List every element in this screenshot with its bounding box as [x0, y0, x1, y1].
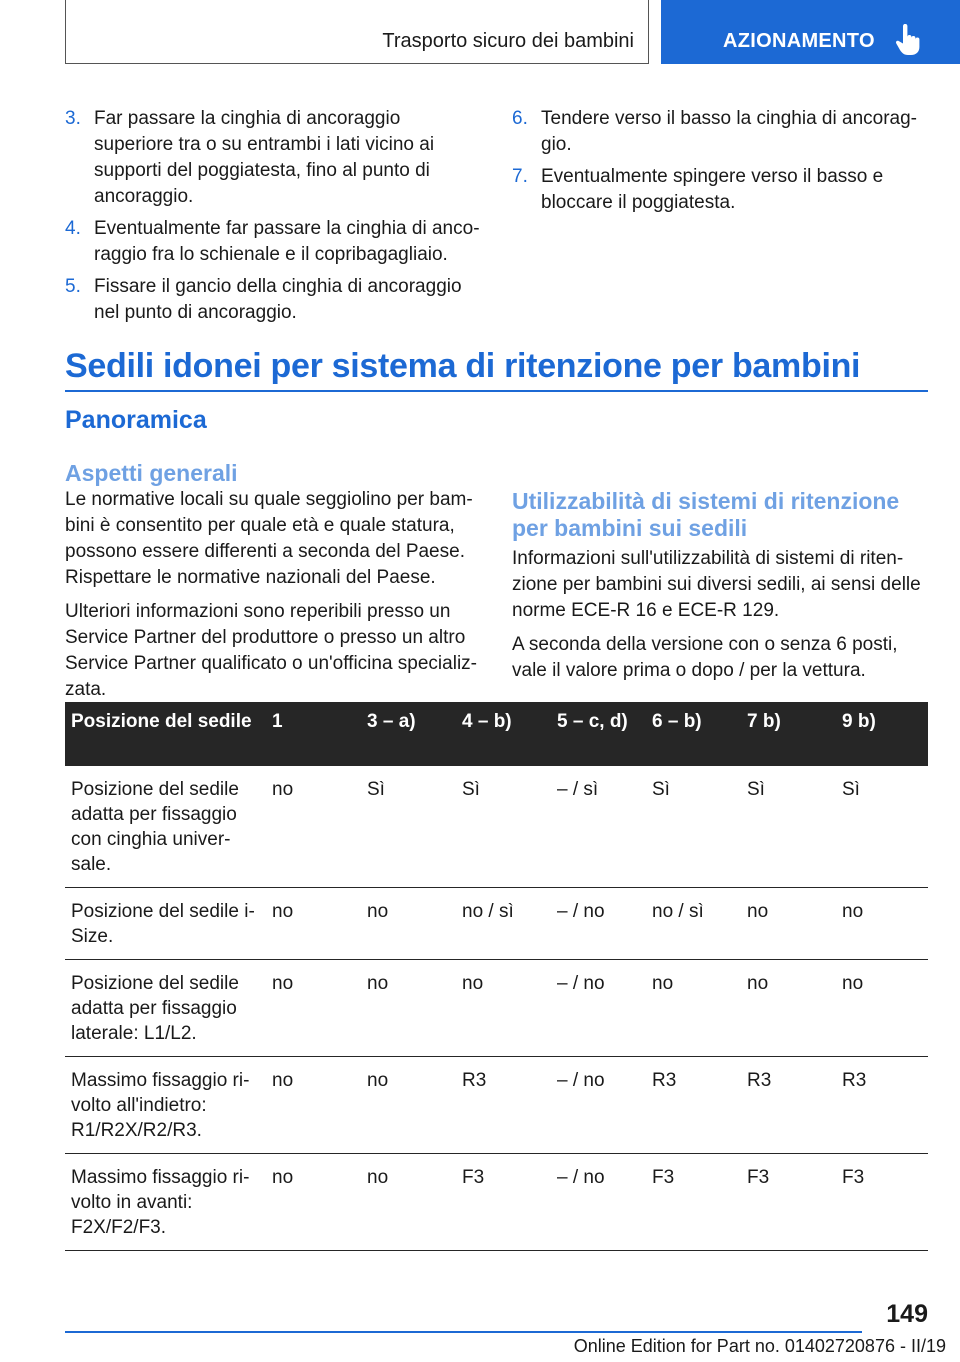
table-cell: Sì — [646, 766, 741, 888]
table-cell: F3 — [646, 1154, 741, 1251]
running-header-section — [65, 0, 649, 64]
table-cell: F3 — [836, 1154, 928, 1251]
step-item — [512, 106, 928, 158]
table-cell: – / sì — [551, 766, 646, 888]
step-text: Eventualmente far passare la cinghia di ancoraggio fra lo schienale e il copribagagliaio. — [94, 218, 480, 265]
step-text: Eventualmente spingere verso il basso e bloccare il poggiatesta. — [541, 166, 884, 213]
step-item — [65, 274, 480, 326]
heading-divider — [65, 390, 928, 392]
chapter-tab[interactable] — [661, 0, 960, 64]
column-header: 7 b) — [741, 702, 836, 766]
step-number: 3. — [65, 108, 81, 129]
table-cell: no — [266, 960, 361, 1057]
column-header: 1 — [266, 702, 361, 766]
steps-left — [65, 106, 480, 332]
table-cell: no — [266, 766, 361, 888]
table-row — [65, 766, 928, 888]
step-item — [65, 106, 480, 210]
table-row — [65, 888, 928, 960]
table-cell: no — [836, 960, 928, 1057]
subsection-heading: Panoramica — [65, 406, 207, 434]
chapter-label: AZIONAMENTO — [723, 30, 875, 52]
pointing-hand-icon — [895, 24, 923, 56]
step-item — [65, 216, 480, 268]
table-cell: Massimo fissaggio rivolto all'indietro: R1/R2X/R2/R3. — [65, 1057, 266, 1154]
table-cell: Sì — [361, 766, 456, 888]
usability-heading: Utilizzabilità di sistemi di ritenzione per bambini sui sedili — [512, 488, 900, 541]
table-cell: Sì — [456, 766, 551, 888]
table-cell: no — [266, 888, 361, 960]
page-number: 149 — [886, 1300, 928, 1328]
table-cell: no — [456, 960, 551, 1057]
table-row — [65, 1057, 928, 1154]
general-aspects — [65, 460, 480, 711]
table-cell: F3 — [741, 1154, 836, 1251]
table-cell: no — [361, 960, 456, 1057]
step-text: Tendere verso il basso la cinghia di ancoraggio. — [541, 108, 917, 155]
table-cell: Sì — [741, 766, 836, 888]
footer-divider — [65, 1331, 862, 1333]
steps-right — [512, 106, 928, 222]
table-cell: no — [361, 1154, 456, 1251]
table-cell: F3 — [456, 1154, 551, 1251]
column-header: 4 – b) — [456, 702, 551, 766]
column-header: 3 – a) — [361, 702, 456, 766]
table-cell: no — [361, 888, 456, 960]
table-cell: no / sì — [456, 888, 551, 960]
table-cell: no / sì — [646, 888, 741, 960]
column-header: 6 – b) — [646, 702, 741, 766]
table-cell: R3 — [741, 1057, 836, 1154]
table-cell: – / no — [551, 960, 646, 1057]
section-heading: Sedili idonei per sistema di ritenzione per bambini — [65, 347, 861, 385]
table-header-row — [65, 702, 928, 766]
table-row — [65, 1154, 928, 1251]
table-cell: Posizione del sedile adatta per fissaggio laterale: L1/L2. — [65, 960, 266, 1057]
step-number: 6. — [512, 108, 528, 129]
general-aspects-heading: Aspetti generali — [65, 460, 238, 486]
table-cell: no — [266, 1057, 361, 1154]
paragraph: Ulteriori informazioni sono reperibili presso un Service Partner del produttore o presso un altro Service Partner qualificato o un'officina specializzata. — [65, 601, 477, 700]
table-cell: Posizione del sedile i-Size. — [65, 888, 266, 960]
table-cell: R3 — [836, 1057, 928, 1154]
table-cell: – / no — [551, 1057, 646, 1154]
table-cell: no — [361, 1057, 456, 1154]
step-number: 5. — [65, 276, 81, 297]
table-cell: R3 — [456, 1057, 551, 1154]
table-cell: – / no — [551, 1154, 646, 1251]
table-cell: R3 — [646, 1057, 741, 1154]
paragraph: Le normative locali su quale seggiolino per bambini è consentito per quale età e quale statura, possono essere differenti a seconda del Paese. Rispettare le normative nazionali del Paese. — [65, 489, 473, 588]
footer-edition: Online Edition for Part no. 01402720876 - II/19 — [573, 1336, 946, 1356]
seat-suitability-table — [65, 702, 928, 1251]
table-cell: no — [741, 888, 836, 960]
step-text: Far passare la cinghia di ancoraggio superiore tra o su entrambi i lati vicino ai supporti del poggiatesta, fino al punto di ancoraggio. — [94, 108, 435, 207]
table-row — [65, 960, 928, 1057]
column-header: Posizione del sedile — [65, 702, 266, 766]
step-text: Fissare il gancio della cinghia di ancoraggio nel punto di ancoraggio. — [94, 276, 462, 323]
paragraph: A seconda della versione con o senza 6 posti, vale il valore prima o dopo / per la vettura. — [512, 634, 898, 681]
paragraph: Informazioni sull'utilizzabilità di sistemi di ritenzione per bambini sui diversi sedili, ai sensi delle norme ECE-R 16 e ECE-R 129. — [512, 548, 921, 621]
section-title: Trasporto sicuro dei bambini — [382, 30, 634, 52]
table-cell: no — [266, 1154, 361, 1251]
table-cell: no — [836, 888, 928, 960]
table-cell: no — [646, 960, 741, 1057]
step-number: 7. — [512, 166, 528, 187]
step-number: 4. — [65, 218, 81, 239]
table-cell: no — [741, 960, 836, 1057]
usability-info — [512, 488, 928, 692]
column-header: 5 – c, d) — [551, 702, 646, 766]
column-header: 9 b) — [836, 702, 928, 766]
table-cell: Posizione del sedile adatta per fissaggio con cinghia universale. — [65, 766, 266, 888]
step-item — [512, 164, 928, 216]
table-cell: Sì — [836, 766, 928, 888]
table-cell: Massimo fissaggio rivolto in avanti: F2X/F2/F3. — [65, 1154, 266, 1251]
table-cell: – / no — [551, 888, 646, 960]
